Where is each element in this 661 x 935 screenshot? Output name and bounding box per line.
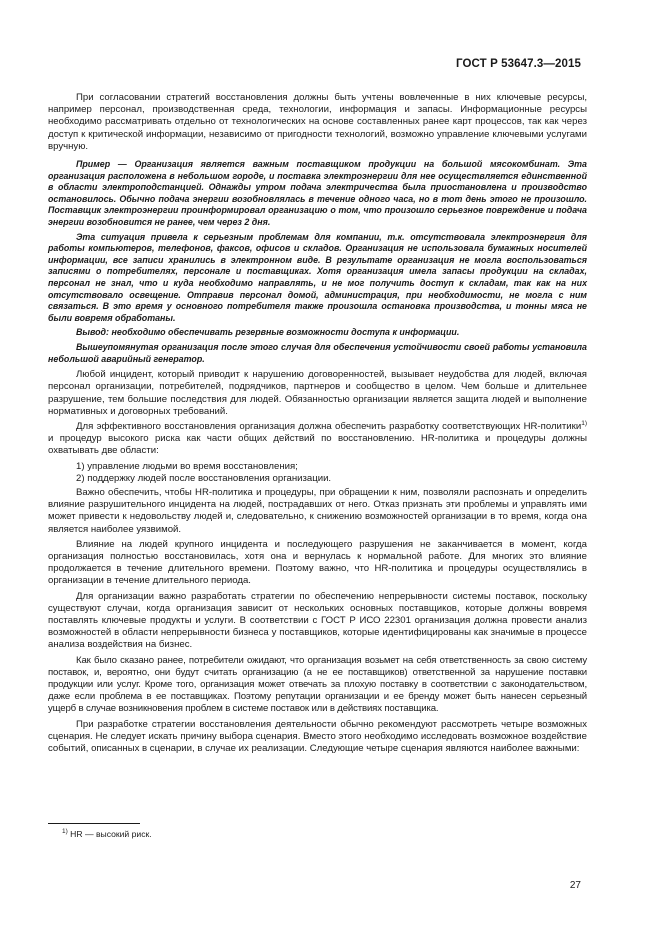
example-paragraph-2: Эта ситуация привела к серьезным проблемам для компании, т.к. отсутствовала электроэнергия для работы компьютеров, телефонов, факсов, офисов и складов. Организация не использовала бумажных носителей информации, все записи хранились в электронном виде. В результате организация не могла воспользоваться записями о потребителях, персонале и поставщиках. Хотя организация имела запасы продукции на складах, персонал не знал, что и куда необходимо направлять, и не мог получить доступ к складам, так как на них отсутствовало освещение. Отправив персонал домой, администрация, при необходимости, не могла с ним связаться. В это время у основного потребителя также произошла остановка производства, и тонны мяса не были вовремя обработаны.	[48, 231, 587, 323]
incident-paragraph: Любой инцидент, который приводит к нарушению договоренностей, вызывает неудобства для людей, включая персонал организации, потребителей, подрядчиков, партнеров и сообщество в целом. Чем больше и длительнее разрушение, тем большие последствия для людей. Обязанностью организации является защита людей и выполнение нормативных и договорных требований.	[48, 369, 587, 417]
hr-areas-list	[48, 461, 587, 485]
footnote	[62, 829, 152, 840]
hr-paragraph	[48, 421, 587, 458]
example-paragraph-4: Вышеупомянутая организация после этого случая для обеспечения устойчивости своей работы установила небольшой аварийный генератор.	[48, 341, 587, 364]
footnote-text: HR — высокий риск.	[70, 829, 152, 839]
document-code: ГОСТ Р 53647.3—2015	[456, 58, 581, 70]
footnote-marker: 1)	[62, 828, 68, 836]
influence-paragraph: Влияние на людей крупного инцидента и последующего разрушения не заканчивается в момент, когда организация полностью восстановилась, хотя она и вернулась к нормальной работе. Для многих это влияние продолжается в течение длительного времени. Поэтому важно, что HR-политика и процедуры осуществлялись в организации в течение длительного периода.	[48, 538, 587, 587]
list-item: 2) поддержку людей после восстановления организации.	[76, 472, 332, 484]
list-item: 1) управление людьми во время восстановления;	[76, 460, 298, 472]
footnote-divider	[48, 823, 140, 824]
intro-paragraph: При согласовании стратегий восстановления должны быть учтены вовлеченные в них ключевые ресурсы, например персонал, производственная среда, технологии, информация и запасы. Информационные ресурсы необходимо рассматривать отдельно от технологических на основе составленных ранее карт процессов, так как через доступ к критической информации, независимо от пригодности технологий, возможно управление ключевыми услугами вручную.	[48, 92, 587, 152]
scenarios-paragraph: При разработке стратегии восстановления деятельности обычно рекомендуют рассмотреть четыре возможных сценария. Не следует искать причину выбора сценария. Вместо этого необходимо исследовать возможное воздействие событий, описанных в сценарии, в случае их реализации. Следующие четыре сценария являются наиболее важными:	[48, 718, 587, 754]
hr-paragraph-start: Для эффективного восстановления организация должна обеспечить разработку соответствующих HR-политики	[76, 420, 582, 432]
example-block	[48, 159, 587, 365]
example-paragraph-1: Пример — Организация является важным поставщиком продукции на большой мясокомбинат. Эта организация расположена в небольшом городе, и поставка электроэнергии для нее осуществляется единственной в области электроподстанцией. Однажды утром подача электричества была приостановлена и производство остановилось. Обычно подача энергии возобновлялась в течение одного часа, но в тот день этого не произошло. Поставщик электроэнергии проинформировал организацию о том, что произошло серьезное повреждение и подача энергии возобновится не ранее, чем через 2 дня.	[48, 159, 587, 227]
important-paragraph: Важно обеспечить, чтобы HR-политика и процедуры, при обращении к ним, позволяли распознать и определить влияние разрушительного инцидента на людей, пострадавших от него. Отказ признать эти проблемы и управлять ими может привести к недовольству людей и, следовательно, к снижению возможностей организации в то время, когда она является наиболее уязвимой.	[48, 486, 587, 535]
footnote-reference: 1)	[581, 419, 587, 427]
example-conclusion: Вывод: необходимо обеспечивать резервные возможности доступа к информации.	[76, 327, 460, 338]
hr-paragraph-end: и процедур высокого риска как части общих действий по восстановлению. HR-политика и процедуры должны охватывать две области:	[48, 433, 587, 457]
document-body	[48, 92, 587, 758]
expectations-paragraph: Как было сказано ранее, потребители ожидают, что организация возьмет на себя ответственность за свою систему поставок, и, вероятно, они будут считать организацию (а не ее поставщиков) ответственной за нарушение поставки продукции или услуг. Кроме того, организация может отвечать за плохую поставку в соответствии с законодательством, даже если проблема в ее поставщиках. Поэтому репутации организации и ее бренду может быть нанесен серьезный ущерб в случае возникновения проблем в системе поставок или в действиях поставщика.	[48, 654, 587, 715]
supply-paragraph: Для организации важно разработать стратегии по обеспечению непрерывности системы поставок, поскольку существуют случаи, когда организация зависит от нескольких основных поставщиков, которые должны вовремя поставлять ключевые продукты и услуги. В соответствии с ГОСТ Р ИСО 22301 организация должна провести анализ возможностей в области непрерывности бизнеса у поставщиков, которые идентифицированы как значимые в процессе анализа воздействия на бизнес.	[48, 590, 587, 651]
page-number: 27	[569, 880, 581, 891]
